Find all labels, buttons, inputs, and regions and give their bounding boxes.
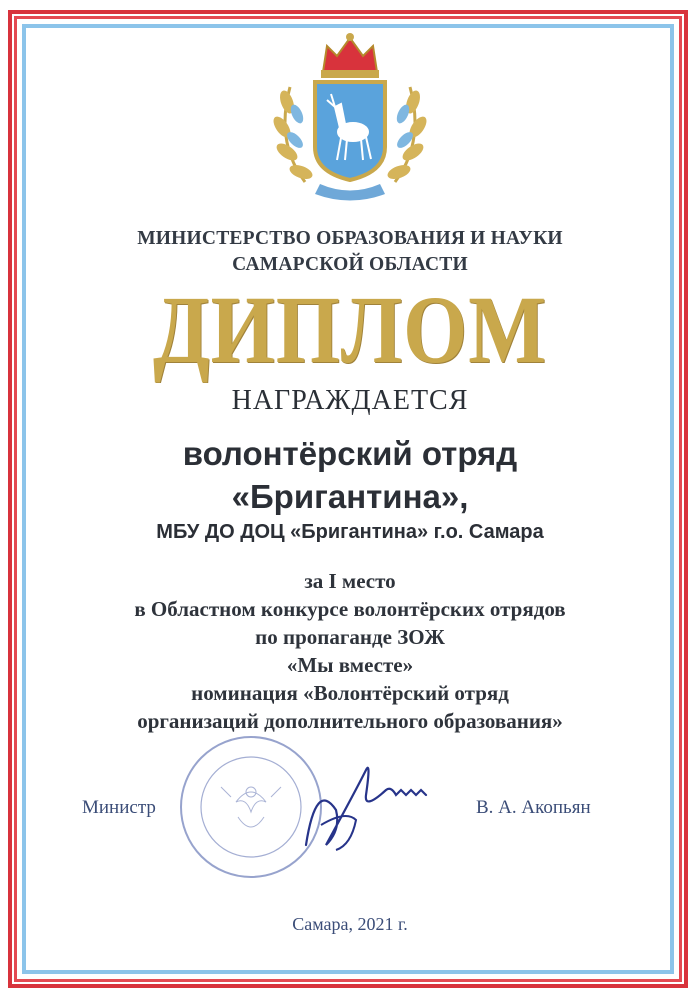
signatory-name: В. А. Акопьян — [476, 797, 591, 818]
nomination-line-2: организаций дополнительного образования» — [137, 709, 563, 733]
award-place: за I место — [304, 569, 396, 593]
recipient-line-1: волонтёрский отряд — [182, 435, 518, 472]
nomination-line-1: номинация «Волонтёрский отряд — [191, 681, 509, 705]
contest-title: «Мы вместе» — [286, 653, 414, 677]
recipient-organization: МБУ ДО ДОЦ «Бригантина» г.о. Самара — [156, 521, 544, 543]
signature-icon — [296, 750, 436, 860]
ministry-name-line-1: МИНИСТЕРСТВО ОБРАЗОВАНИЯ И НАУКИ — [137, 228, 563, 249]
diploma-title: ДИПЛОМ — [152, 276, 548, 383]
contest-topic: по пропаганде ЗОЖ — [255, 625, 445, 649]
coat-of-arms-icon — [265, 32, 435, 207]
contest-name: в Областном конкурсе волонтёрских отрядов — [134, 597, 566, 621]
ministry-name-line-2: САМАРСКОЙ ОБЛАСТИ — [232, 254, 468, 275]
recipient-line-2: «Бригантина», — [231, 478, 469, 515]
awarded-label: НАГРАЖДАЕТСЯ — [231, 385, 469, 416]
signatory-role: Министр — [82, 797, 156, 818]
place-and-date: Самара, 2021 г. — [292, 914, 408, 934]
